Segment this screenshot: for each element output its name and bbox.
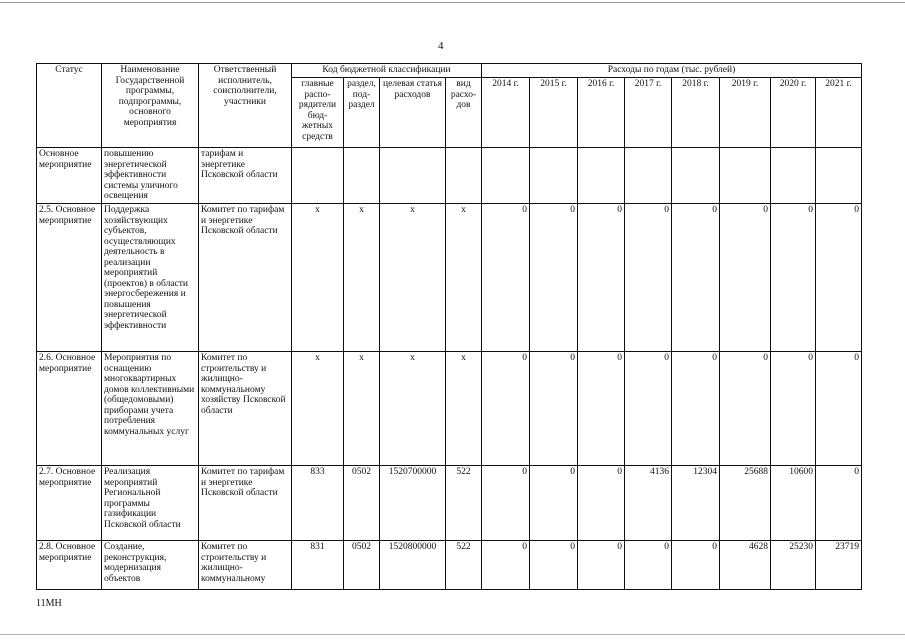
row-value-2016: 0 (578, 204, 625, 352)
row-code-section (344, 148, 380, 204)
row-status: Основное мероприятие (37, 148, 102, 204)
row-value-2015: 0 (530, 204, 578, 352)
row-responsible: Комитет по тарифам и энергетике Псковской области (199, 466, 292, 541)
row-value-2015: 0 (530, 352, 578, 466)
header-name: Наименование Государственной программы, подпрограммы, основного мероприятия (102, 64, 199, 148)
header-year-2019: 2019 г. (720, 78, 771, 148)
row-code-target: x (380, 204, 446, 352)
header-year-2015: 2015 г. (530, 78, 578, 148)
row-value-2019: 0 (720, 204, 771, 352)
table-row (37, 204, 862, 352)
header-year-2017: 2017 г. (625, 78, 672, 148)
header-years-group: Расходы по годам (тыс. рублей) (482, 64, 862, 78)
row-code-type: x (446, 352, 482, 466)
table-row (37, 541, 862, 590)
header-year-2014: 2014 г. (482, 78, 530, 148)
header-responsible: Ответственный исполнитель, соисполнители, участники (199, 64, 292, 148)
header-year-2021: 2021 г. (816, 78, 862, 148)
row-code-section: x (344, 204, 380, 352)
row-value-2016: 0 (578, 352, 625, 466)
row-code-grbs: 833 (292, 466, 344, 541)
row-code-type: x (446, 204, 482, 352)
row-code-grbs: x (292, 204, 344, 352)
row-code-target: x (380, 352, 446, 466)
header-code-type: вид расхо-дов (446, 78, 482, 148)
row-code-target (380, 148, 446, 204)
row-code-type: 522 (446, 541, 482, 590)
row-code-target: 1520700000 (380, 466, 446, 541)
row-value-2018: 0 (672, 541, 720, 590)
row-code-grbs: x (292, 352, 344, 466)
row-status: 2.8. Основное мероприятие (37, 541, 102, 590)
row-value-2017: 0 (625, 541, 672, 590)
header-status: Статус (37, 64, 102, 148)
row-value-2016: 0 (578, 466, 625, 541)
row-responsible: Комитет по строительству и жилищно-коммунальному хозяйству Псковской области (199, 352, 292, 466)
header-code-section: раздел, под-раздел (344, 78, 380, 148)
row-value-2019: 4628 (720, 541, 771, 590)
row-value-2020: 0 (771, 204, 816, 352)
scan-edge-bottom (0, 634, 905, 635)
row-status: 2.7. Основное мероприятие (37, 466, 102, 541)
row-code-grbs: 831 (292, 541, 344, 590)
row-code-target: 1520800000 (380, 541, 446, 590)
footer-code: 11МН (36, 598, 62, 609)
row-value-2021: 0 (816, 466, 862, 541)
row-status: 2.6. Основное мероприятие (37, 352, 102, 466)
row-value-2015 (530, 148, 578, 204)
row-value-2017: 0 (625, 352, 672, 466)
row-code-grbs (292, 148, 344, 204)
row-value-2016: 0 (578, 541, 625, 590)
header-code-grbs: главные распо-рядители бюд-жетных средств (292, 78, 344, 148)
row-code-type (446, 148, 482, 204)
row-responsible: Комитет по строительству и жилищно-коммунальному (199, 541, 292, 590)
table-row (37, 148, 862, 204)
row-value-2016 (578, 148, 625, 204)
row-name: Реализация мероприятий Региональной программы газификации Псковской области (102, 466, 199, 541)
row-value-2020: 10600 (771, 466, 816, 541)
row-value-2018: 0 (672, 204, 720, 352)
row-value-2014: 0 (482, 352, 530, 466)
row-value-2021: 0 (816, 352, 862, 466)
row-value-2014: 0 (482, 466, 530, 541)
header-year-2018: 2018 г. (672, 78, 720, 148)
row-value-2018: 0 (672, 352, 720, 466)
row-value-2017 (625, 148, 672, 204)
row-value-2018: 12304 (672, 466, 720, 541)
row-value-2020: 0 (771, 352, 816, 466)
row-name: Поддержка хозяйствующих субъектов, осуществляющих деятельность в реализации мероприятий (проектов) в области энергосбережения и повышения энергетической эффективности (102, 204, 199, 352)
page-number: 4 (438, 40, 444, 52)
row-value-2014: 0 (482, 541, 530, 590)
row-value-2014 (482, 148, 530, 204)
row-name: Мероприятия по оснащению многоквартирных домов коллективными (общедомовыми) приборами учета потребления коммунальных услуг (102, 352, 199, 466)
row-value-2021: 0 (816, 204, 862, 352)
row-value-2014: 0 (482, 204, 530, 352)
row-value-2015: 0 (530, 541, 578, 590)
table-row (37, 466, 862, 541)
row-code-section: x (344, 352, 380, 466)
row-responsible: тарифам и энергетике Псковской области (199, 148, 292, 204)
row-value-2021: 23719 (816, 541, 862, 590)
header-code-group: Код бюджетной классификации (292, 64, 482, 78)
row-value-2019: 0 (720, 352, 771, 466)
row-value-2019 (720, 148, 771, 204)
row-value-2020 (771, 148, 816, 204)
row-name: Создание, реконструкция, модернизация объектов (102, 541, 199, 590)
budget-table (36, 63, 862, 590)
row-value-2017: 4136 (625, 466, 672, 541)
row-code-section: 0502 (344, 541, 380, 590)
header-year-2016: 2016 г. (578, 78, 625, 148)
row-name: повышению энергетической эффективности системы уличного освещения (102, 148, 199, 204)
row-status: 2.5. Основное мероприятие (37, 204, 102, 352)
header-code-target: целевая статья расходов (380, 78, 446, 148)
row-responsible: Комитет по тарифам и энергетике Псковской области (199, 204, 292, 352)
row-code-section: 0502 (344, 466, 380, 541)
row-value-2021 (816, 148, 862, 204)
row-value-2019: 25688 (720, 466, 771, 541)
row-value-2020: 25230 (771, 541, 816, 590)
row-value-2015: 0 (530, 466, 578, 541)
header-year-2020: 2020 г. (771, 78, 816, 148)
table-row (37, 352, 862, 466)
row-value-2018 (672, 148, 720, 204)
row-code-type: 522 (446, 466, 482, 541)
scan-edge-top (0, 2, 905, 3)
row-value-2017: 0 (625, 204, 672, 352)
